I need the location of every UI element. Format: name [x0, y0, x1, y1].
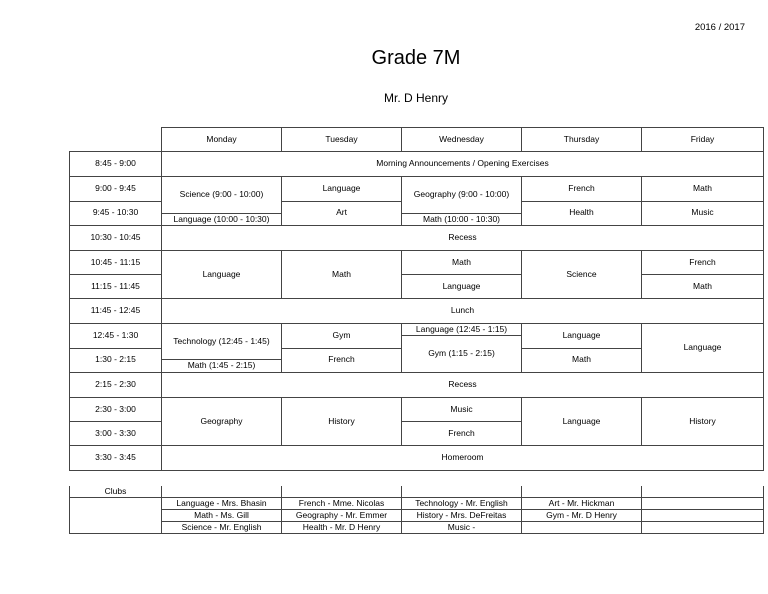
day-header: Friday: [642, 128, 764, 152]
table-row: [70, 498, 764, 510]
club-cell: [162, 486, 282, 498]
day-header: Tuesday: [282, 128, 402, 152]
time-cell: 10:45 - 11:15: [70, 251, 162, 275]
clubs-spacer: [70, 522, 162, 534]
table-row: [70, 510, 764, 522]
table-row: [70, 522, 764, 534]
page-title: Grade 7M: [371, 47, 461, 69]
club-cell: Math - Ms. Gill: [162, 510, 282, 522]
club-cell: [282, 486, 402, 498]
time-cell: 3:30 - 3:45: [70, 446, 162, 471]
period-cell: [402, 177, 522, 226]
time-cell: 2:30 - 3:00: [70, 398, 162, 422]
period-cell: Math: [282, 251, 402, 299]
period-cell: Homeroom: [162, 446, 764, 471]
period-cell: Science: [522, 251, 642, 299]
table-row: [70, 446, 764, 471]
day-header-row: [70, 128, 764, 152]
period-part: Math (10:00 - 10:30): [402, 213, 521, 225]
time-cell: 2:15 - 2:30: [70, 373, 162, 398]
clubs-spacer: [70, 510, 162, 522]
period-cell: Language: [402, 275, 522, 299]
corner-cell: [70, 128, 162, 152]
period-cell: History: [282, 398, 402, 446]
period-cell: Language: [522, 398, 642, 446]
table-row: [70, 373, 764, 398]
period-cell: [402, 324, 522, 373]
teacher-name: Mr. D Henry: [383, 91, 448, 105]
time-cell: 10:30 - 10:45: [70, 226, 162, 251]
period-cell: French: [522, 177, 642, 202]
period-part: Technology (12:45 - 1:45): [173, 335, 270, 346]
club-cell: Science - Mr. English: [162, 522, 282, 534]
table-row: [70, 177, 764, 202]
club-cell: Language - Mrs. Bhasin: [162, 498, 282, 510]
club-cell: French - Mme. Nicolas: [282, 498, 402, 510]
table-row: [70, 299, 764, 324]
club-cell: Art - Mr. Hickman: [522, 498, 642, 510]
period-cell: Recess: [162, 226, 764, 251]
period-cell: Language: [162, 251, 282, 299]
club-cell: [642, 522, 764, 534]
school-year: 2016 / 2017: [694, 22, 745, 33]
period-cell: History: [642, 398, 764, 446]
period-cell: Math: [402, 251, 522, 275]
table-row: [70, 398, 764, 422]
period-part: Gym (1:15 - 2:15): [402, 335, 521, 372]
period-cell: [162, 324, 282, 373]
clubs-header-row: [70, 486, 764, 498]
period-cell: Music: [642, 201, 764, 226]
club-cell: Health - Mr. D Henry: [282, 522, 402, 534]
period-cell: Health: [522, 201, 642, 226]
club-cell: [522, 486, 642, 498]
schedule-table: [69, 127, 764, 471]
clubs-label: Clubs: [70, 486, 162, 498]
period-part: Geography (9:00 - 10:00): [413, 189, 510, 200]
day-header: Monday: [162, 128, 282, 152]
club-cell: Technology - Mr. English: [402, 498, 522, 510]
club-cell: History - Mrs. DeFreitas: [402, 510, 522, 522]
period-part: Science (9:00 - 10:00): [179, 189, 264, 200]
club-cell: [402, 486, 522, 498]
period-part: Math (1:45 - 2:15): [162, 359, 281, 372]
table-row: [70, 251, 764, 275]
period-cell: Language: [642, 324, 764, 373]
period-cell: Language: [522, 324, 642, 349]
period-cell: Geography: [162, 398, 282, 446]
period-cell: Math: [522, 348, 642, 373]
time-cell: 9:00 - 9:45: [70, 177, 162, 202]
period-cell: [162, 177, 282, 226]
time-cell: 8:45 - 9:00: [70, 152, 162, 177]
time-cell: 12:45 - 1:30: [70, 324, 162, 349]
clubs-table: [69, 486, 764, 534]
period-cell: Music: [402, 398, 522, 422]
club-cell: [522, 522, 642, 534]
time-cell: 9:45 - 10:30: [70, 201, 162, 226]
club-cell: [642, 498, 764, 510]
time-cell: 11:15 - 11:45: [70, 275, 162, 299]
clubs-spacer: [70, 498, 162, 510]
club-cell: Geography - Mr. Emmer: [282, 510, 402, 522]
day-header: Wednesday: [402, 128, 522, 152]
period-cell: Morning Announcements / Opening Exercises: [162, 152, 764, 177]
club-cell: Music -: [402, 522, 522, 534]
time-cell: 1:30 - 2:15: [70, 348, 162, 373]
table-row: [70, 324, 764, 349]
period-cell: Gym: [282, 324, 402, 349]
table-row: [70, 226, 764, 251]
club-cell: [642, 486, 764, 498]
period-cell: Language: [282, 177, 402, 202]
period-cell: Math: [642, 177, 764, 202]
period-cell: Math: [642, 275, 764, 299]
period-cell: French: [642, 251, 764, 275]
period-cell: French: [402, 422, 522, 446]
club-cell: [642, 510, 764, 522]
time-cell: 11:45 - 12:45: [70, 299, 162, 324]
period-cell: Recess: [162, 373, 764, 398]
period-cell: Lunch: [162, 299, 764, 324]
club-cell: Gym - Mr. D Henry: [522, 510, 642, 522]
table-row: [70, 152, 764, 177]
period-cell: French: [282, 348, 402, 373]
period-part: Language (12:45 - 1:15): [415, 323, 508, 334]
time-cell: 3:00 - 3:30: [70, 422, 162, 446]
period-part: Language (10:00 - 10:30): [162, 213, 281, 225]
day-header: Thursday: [522, 128, 642, 152]
period-cell: Art: [282, 201, 402, 226]
